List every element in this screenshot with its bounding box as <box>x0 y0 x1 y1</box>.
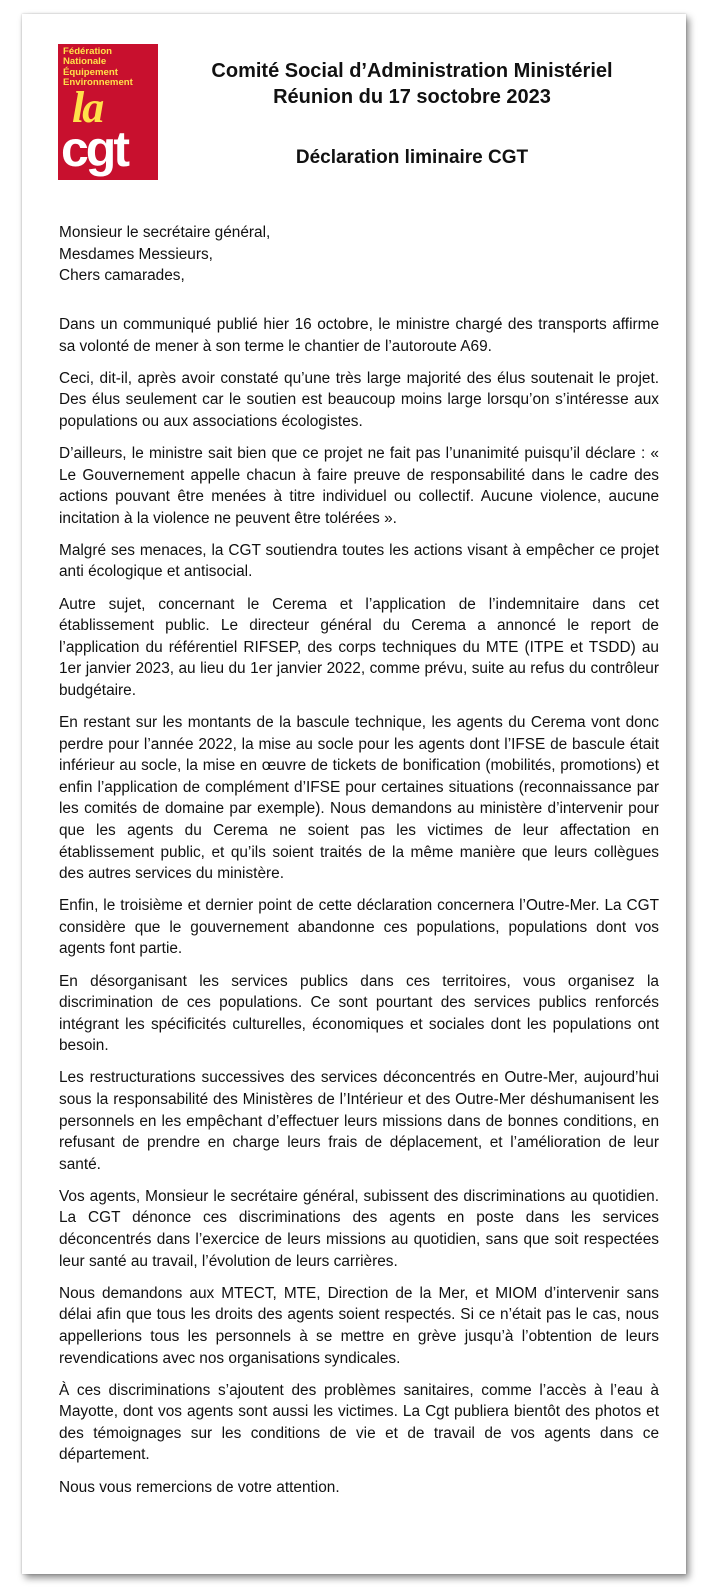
logo-line: Fédération <box>63 46 113 57</box>
paragraph: En restant sur les montants de la bascule technique, les agents du Cerema vont donc perdre pour l’année 2022, la mise au socle pour les agents dont l’IFSE de bascule était inférieur au socle, la mise en œuvre de tickets de bonification (mobilités, promotions) et enfin l’application de complément d’IFSE pour certaines situations (reconnaissance par les comités de domaine par exemple). Nous demandons au ministère d’intervenir pour que les agents du Cerema ne soient pas les victimes de leur affectation en établissement public, et qu’ils soient traités de la même manière que leurs collègues des autres services du ministère. <box>59 714 659 883</box>
logo-line: Environnement <box>63 77 133 89</box>
logo-la: la <box>72 83 103 132</box>
salutation-line: Chers camarades, <box>59 267 185 284</box>
paragraph: Ceci, dit-il, après avoir constaté qu’une très large majorité des élus soutenait le projet. Des élus seulement car le soutien est beaucoup moins large lorsqu’on s’intéresse aux populations ou aux associations écologistes. <box>59 369 659 430</box>
closing-paragraph: Nous vous remercions de votre attention. <box>59 1478 340 1496</box>
document-body <box>59 314 659 1509</box>
paragraph: Autre sujet, concernant le Cerema et l’application de l’indemnitaire dans cet établissement public. Le directeur général du Cerema a annoncé le report de l’application du référentiel RIFSEP, des corps techniques du MTE (ITPE et TSDD) au 1er janvier 2023, au lieu du 1er janvier 2022, comme prévu, suite au refus du contrôleur budgétaire. <box>59 595 659 699</box>
paragraph: En désorganisant les services publics dans ces territoires, vous organisez la discrimination de ces populations. Ce sont pourtant des services publics renforcés intégrant les spécificités culturelles, économiques et sociales dont les populations ont besoin. <box>59 972 659 1055</box>
paragraph: Malgré ses menaces, la CGT soutiendra toutes les actions visant à empêcher ce projet anti écologique et antisocial. <box>59 541 659 581</box>
cgt-logo <box>58 44 158 180</box>
salutation-line: Monsieur le secrétaire général, <box>59 224 271 241</box>
paragraph: Vos agents, Monsieur le secrétaire général, subissent des discriminations au quotidien. La CGT dénonce ces discriminations des agents en poste dans les services déconcentrés dans l’exercice de leurs missions au quotidien, sans que soit respectées leur santé au travail, l’évolution de leurs carrières. <box>59 1187 659 1270</box>
document-page <box>22 14 686 1574</box>
title-line-2: Réunion du 17 soctobre 2023 <box>273 86 551 108</box>
logo-line: Nationale <box>63 56 107 68</box>
paragraph: Nous demandons aux MTECT, MTE, Direction de la Mer, et MIOM d’intervenir sans délai afin que tous les droits des agents soient respectés. Si ce n’était pas le cas, nous appellerions tous les personnels à se mettre en grève jusqu’à l’obtention de leurs revendications avec nos organisations syndicales. <box>59 1284 659 1367</box>
paragraph: Les restructurations successives des services déconcentrés en Outre-Mer, aujourd’hui sous la responsabilité des Ministères de l’Intérieur et des Outre-Mer déshumanisent les personnels en les empêchant d’effectuer leurs missions dans de bonnes conditions, en refusant de prendre en charge leurs frais de déplacement, et l’amélioration de leur santé. <box>59 1069 659 1173</box>
paragraph: Enfin, le troisième et dernier point de cette déclaration concernera l’Outre-Mer. La CGT considère que le gouvernement abandonne ces populations, populations dont vos agents font partie. <box>59 897 659 958</box>
document-title <box>162 58 662 110</box>
paragraph: D’ailleurs, le ministre sait bien que ce projet ne fait pas l’unanimité puisqu’il déclare : « Le Gouvernement appelle chacun à faire preuve de responsabilité dans le cadre des actions pouvant être menées à titre individuel ou collectif. Aucune violence, aucune incitation à la violence ne peuvent être tolérées ». <box>59 444 659 527</box>
paragraph: Dans un communiqué publié hier 16 octobre, le ministre chargé des transports affirme sa volonté de mener à son terme le chantier de l’autoroute A69. <box>59 316 659 355</box>
title-line-1: Comité Social d’Administration Ministériel <box>211 60 613 82</box>
logo-line: Équipement <box>63 66 118 78</box>
salutation-line: Mesdames Messieurs, <box>59 245 213 263</box>
paragraph: À ces discriminations s’ajoutent des problèmes sanitaires, comme l’accès à l’eau à Mayotte, dont vos agents sont aussi les victimes. La Cgt publiera bientôt des photos et des témoignages sur les conditions de vie et de travail de vos agents dans ce département. <box>59 1381 659 1464</box>
salutation <box>59 222 659 287</box>
logo-cgt: cgt <box>61 121 127 177</box>
document-subtitle: Déclaration liminaire CGT <box>295 147 529 168</box>
